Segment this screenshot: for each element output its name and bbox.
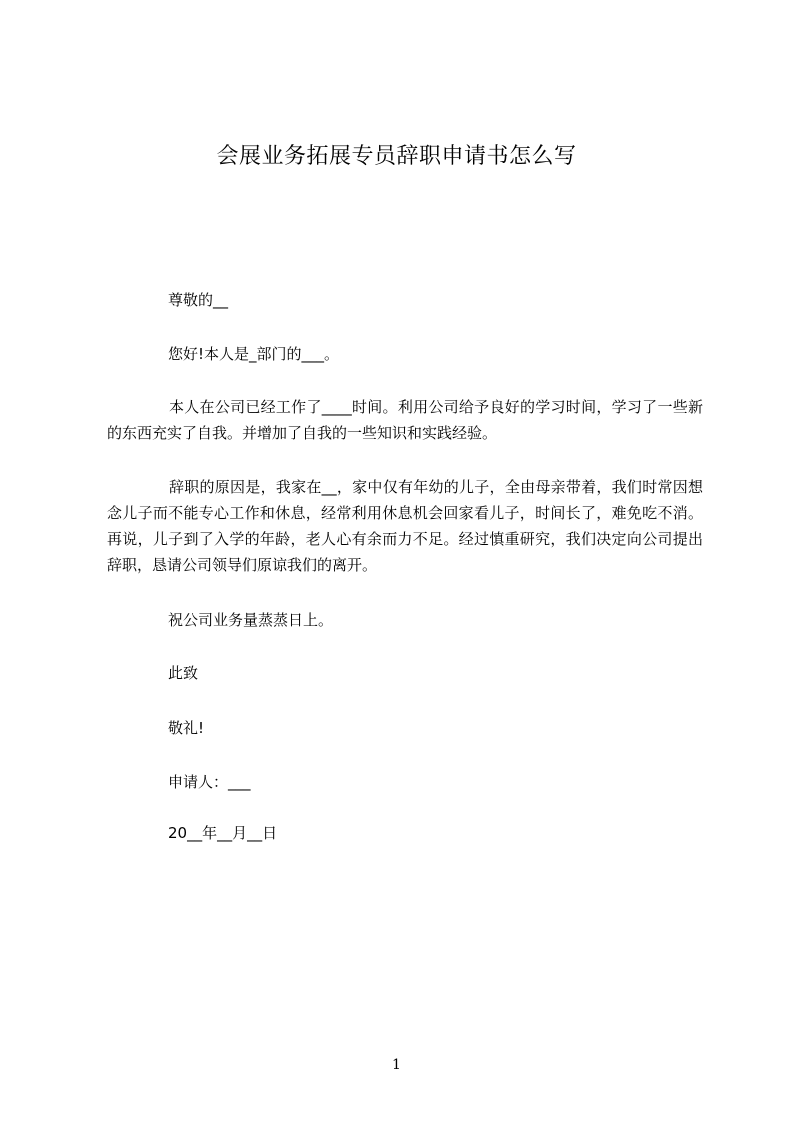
closing-line-2: 敬礼!: [168, 719, 205, 737]
closing-line-1: 此致: [168, 664, 199, 682]
greeting: 您好!本人是_部门的___。: [168, 345, 340, 363]
salutation: 尊敬的__: [168, 291, 229, 309]
page-number: 1: [392, 1057, 401, 1073]
document-title: 会展业务拓展专员辞职申请书怎么写: [216, 144, 577, 169]
body-paragraph-reason: 辞职的原因是，我家在__，家中仅有年幼的儿子，全由母亲带着，我们时常因想念儿子而不能专心工作和休息，经常利用休息机会回家看儿子，时间长了，难免吃不消。再说，儿子到了入学的年龄，老人心有余而力不足。经过慎重研究，我们决定向公司提出辞职，恳请公司领导们原谅我们的离开。: [107, 478, 703, 574]
applicant-line: 申请人：___: [168, 773, 251, 791]
body-paragraph-work: 本人在公司已经工作了____时间。利用公司给予良好的学习时间，学习了一些新的东西充实了自我。并增加了自我的一些知识和实践经验。: [107, 398, 703, 442]
date-line: 20__年__月__日: [168, 824, 278, 842]
wish-line: 祝公司业务量蒸蒸日上。: [168, 611, 334, 629]
